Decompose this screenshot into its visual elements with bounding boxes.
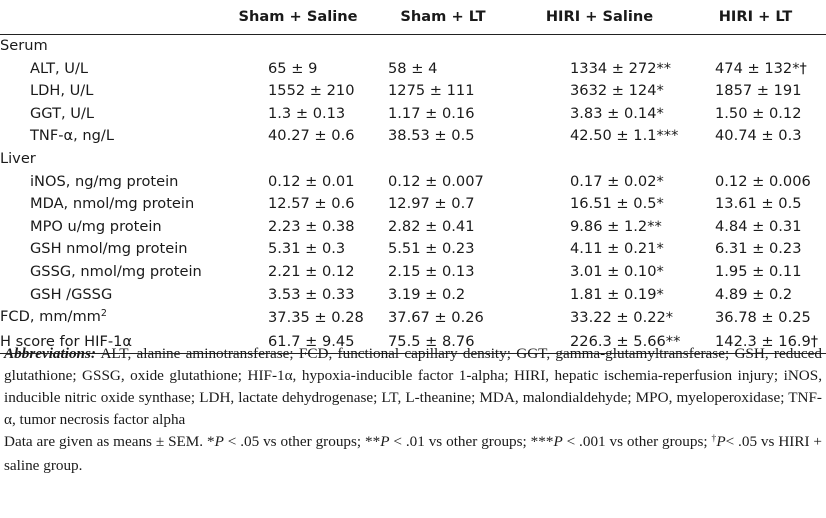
column-header-label (0, 0, 224, 35)
row-label-superscript: 2 (100, 308, 107, 320)
significance-segment: < .001 vs other groups; (562, 433, 712, 450)
table-cell: 2.15 ± 0.13 (388, 262, 475, 280)
table-cell: 1.50 ± 0.12 (715, 104, 802, 122)
table-row (0, 261, 826, 284)
table-cell: 37.35 ± 0.28 (268, 309, 364, 327)
table-cell: 1857 ± 191 (715, 82, 802, 100)
significance-segment: < .01 vs other groups; *** (389, 433, 554, 450)
table-cell: 142.3 ± 16.9† (715, 332, 819, 350)
row-label-text: H score for HIF-1α (0, 332, 133, 350)
table-cell: 474 ± 132*† (715, 59, 807, 77)
table-cell: 16.51 ± 0.5* (570, 195, 664, 213)
table-cell: 3.19 ± 0.2 (388, 285, 466, 303)
table-row (0, 306, 826, 331)
table-row (0, 103, 826, 126)
row-label: iNOS, ng/mg protein (30, 172, 179, 190)
table-row (0, 125, 826, 148)
table-cell: 0.12 ± 0.006 (715, 172, 811, 190)
table-cell: 3.83 ± 0.14* (570, 104, 664, 122)
table-cell: 3.01 ± 0.10* (570, 262, 664, 280)
table-cell: 6.31 ± 0.23 (715, 240, 802, 258)
table-cell: 1.95 ± 0.11 (715, 262, 802, 280)
significance-segment: Data are given as means ± SEM. * (4, 433, 215, 450)
table-cell: 2.21 ± 0.12 (268, 262, 355, 280)
group-header-row (0, 35, 826, 58)
table-cell: 58 ± 4 (388, 59, 438, 77)
table-cell: 40.27 ± 0.6 (268, 127, 355, 145)
significance-segment: P (553, 433, 563, 450)
row-label: GSSG, nmol/mg protein (30, 262, 202, 280)
table-cell: 75.5 ± 8.76 (388, 332, 475, 350)
table-cell: 36.78 ± 0.25 (715, 309, 811, 327)
group-label: Serum (0, 37, 48, 54)
table-cell: 226.3 ± 5.66** (570, 332, 681, 350)
table-cell: 1552 ± 210 (268, 82, 355, 100)
group-label: Liver (0, 149, 36, 167)
row-label: TNF-α, ng/L (30, 127, 114, 145)
table-cell: 61.7 ± 9.45 (268, 332, 355, 350)
table-cell: 33.22 ± 0.22* (570, 309, 674, 327)
row-label: GGT, U/L (30, 104, 95, 122)
table-cell: 0.12 ± 0.007 (388, 172, 484, 190)
abbreviations-note (4, 343, 822, 431)
table-cell: 0.17 ± 0.02* (570, 172, 664, 190)
table-row (0, 216, 826, 239)
table-cell: 12.97 ± 0.7 (388, 195, 475, 213)
abbreviations-title: Abbreviations: (4, 345, 96, 362)
row-label: MPO u/mg protein (30, 217, 162, 235)
table-footnotes (4, 343, 822, 477)
row-label: GSH /GSSG (30, 285, 113, 303)
significance-note (4, 431, 822, 477)
significance-segment: < .05 vs HIRI + saline group. (4, 433, 822, 474)
table-row (0, 193, 826, 216)
table-cell: 9.86 ± 1.2** (570, 217, 662, 235)
column-header: Sham + Saline (238, 8, 358, 25)
row-label (0, 306, 224, 331)
table-cell: 4.84 ± 0.31 (715, 217, 802, 235)
significance-segment: P (716, 433, 726, 450)
table-row (0, 284, 826, 307)
significance-segment: < .05 vs other groups; ** (223, 433, 381, 450)
table-cell: 5.51 ± 0.23 (388, 240, 475, 258)
table-cell: 2.23 ± 0.38 (268, 217, 355, 235)
table-cell: 13.61 ± 0.5 (715, 195, 802, 213)
table-cell: 42.50 ± 1.1*** (570, 127, 679, 145)
group-header-row (0, 148, 826, 171)
table-cell: 12.57 ± 0.6 (268, 195, 355, 213)
table-row (0, 171, 826, 194)
table-cell: 3632 ± 124* (570, 82, 664, 100)
significance-segment: † (711, 434, 717, 444)
table-cell: 1.3 ± 0.13 (268, 104, 346, 122)
column-header: HIRI + LT (718, 8, 793, 25)
row-label: LDH, U/L (30, 82, 94, 100)
table-cell: 1334 ± 272** (570, 59, 672, 77)
table-body (0, 35, 826, 354)
table-row (0, 80, 826, 103)
table-cell: 4.89 ± 0.2 (715, 285, 793, 303)
table-row (0, 238, 826, 261)
table-cell: 1275 ± 111 (388, 82, 475, 100)
table-cell: 38.53 ± 0.5 (388, 127, 475, 145)
table-cell: 3.53 ± 0.33 (268, 285, 355, 303)
table-cell: 40.74 ± 0.3 (715, 127, 802, 145)
table-cell: 65 ± 9 (268, 59, 318, 77)
row-label: MDA, nmol/mg protein (30, 195, 195, 213)
table-cell: 2.82 ± 0.41 (388, 217, 475, 235)
table-cell: 37.67 ± 0.26 (388, 309, 484, 327)
table-cell: 4.11 ± 0.21* (570, 240, 664, 258)
table-header-row (0, 0, 826, 35)
table-cell: 1.81 ± 0.19* (570, 285, 664, 303)
row-label-text: FCD, mm/mm (0, 308, 101, 326)
table-cell: 1.17 ± 0.16 (388, 104, 475, 122)
significance-segment: P (214, 433, 224, 450)
table-row (0, 58, 826, 81)
column-header: Sham + LT (400, 8, 486, 25)
row-label: ALT, U/L (30, 59, 89, 77)
column-header: HIRI + Saline (545, 8, 654, 25)
significance-segment: P (380, 433, 390, 450)
row-label: GSH nmol/mg protein (30, 240, 188, 258)
table-cell: 5.31 ± 0.3 (268, 240, 346, 258)
abbreviations-text: ALT, alanine aminotransferase; FCD, functional capillary density; GGT, gamma-glutamyltransferase; GSH, reduced glutathione; GSSG, oxide glutathione; HIF-1α, hypoxia-inducible factor 1-alpha; HIRI, hepatic ischemia-reperfusion injury; iNOS, inducible nitric oxide synthase; LDH, lactate dehydrogenase; LT, L-theanine; MDA, malondialdehyde; MPO, myeloperoxidase; TNF-α, tumor necrosis factor alpha (4, 345, 822, 428)
table-cell: 0.12 ± 0.01 (268, 172, 355, 190)
